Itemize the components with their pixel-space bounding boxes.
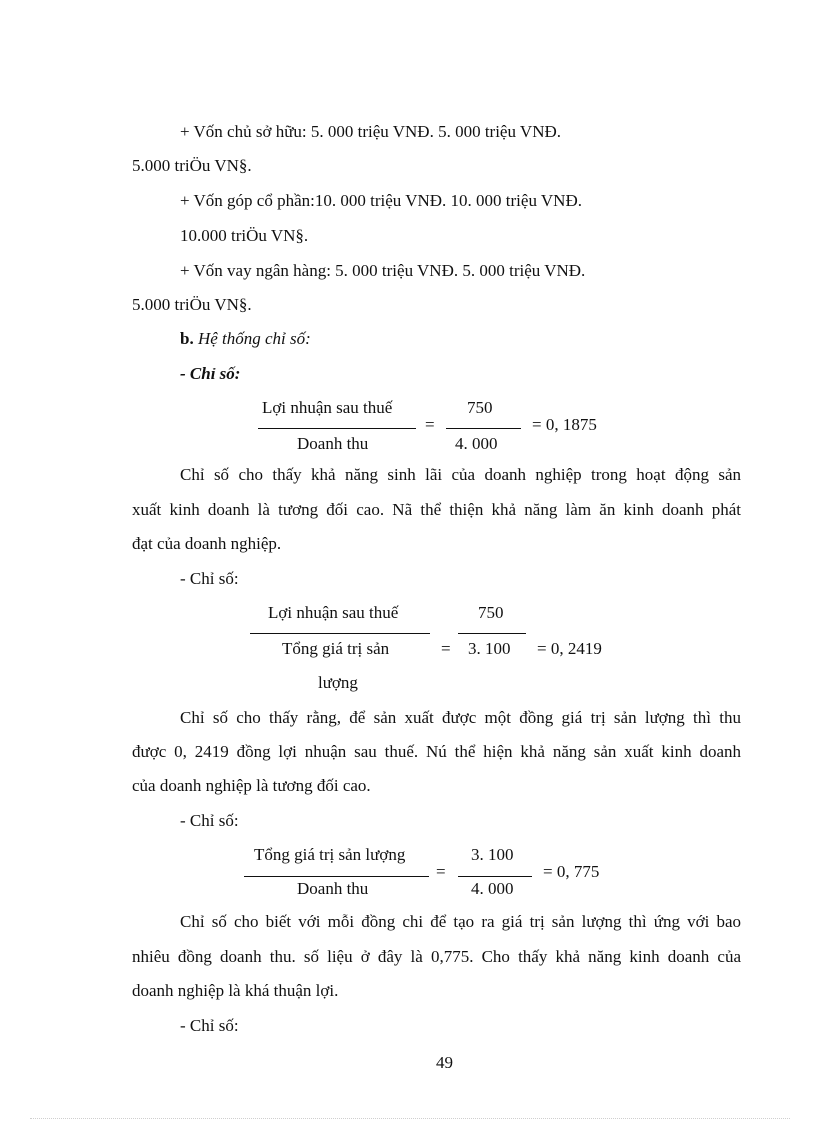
index3-denominator-text: Doanh thu [297, 879, 369, 898]
capital-share-line: + Vốn góp cổ phần:10. 000 triệu VNĐ. 10. 000 triệu VNĐ. [180, 191, 582, 210]
index3-numerator-value: 3. 100 [471, 845, 514, 864]
capital-share-legacy-line: 10.000 triÖu VN§. [180, 226, 309, 245]
index2-numerator-value: 750 [478, 603, 504, 622]
section-b-label: b. [180, 329, 194, 348]
index1-fraction-bar-value [446, 428, 521, 429]
index2-heading: - Chỉ số: [180, 569, 239, 588]
page-bottom-divider [30, 1118, 790, 1119]
index1-para-line-3: đạt của doanh nghiệp. [132, 534, 282, 553]
index1-para-line-2: xuất kinh doanh là tương đối cao. Nã thể thiện khả năng làm ăn kinh doanh phát [132, 500, 741, 519]
index3-equals: = [436, 862, 446, 881]
capital-owner-legacy-line: 5.000 triÖu VN§. [132, 156, 252, 175]
index2-fraction-bar-value [458, 633, 526, 634]
index3-numerator-text: Tổng giá trị sản lượng [254, 845, 406, 864]
index1-result: = 0, 1875 [532, 415, 597, 434]
capital-loan-legacy-line: 5.000 triÖu VN§. [132, 295, 252, 314]
index1-numerator-value: 750 [467, 398, 493, 417]
index1-para-line-1: Chỉ số cho thấy khả năng sinh lãi của doanh nghiệp trong hoạt động sản [180, 465, 741, 484]
index1-equals: = [425, 415, 435, 434]
index2-para-line-2: được 0, 2419 đồng lợi nhuận sau thuế. Nú thể hiện khả năng sản xuất kinh doanh [132, 742, 741, 761]
index1-numerator-text: Lợi nhuận sau thuế [262, 398, 393, 417]
index3-fraction-bar-text [244, 876, 429, 877]
capital-loan-line: + Vốn vay ngân hàng: 5. 000 triệu VNĐ. 5. 000 triệu VNĐ. [180, 261, 586, 280]
index1-denominator-text: Doanh thu [297, 434, 369, 453]
index2-fraction-bar-text [250, 633, 430, 634]
index3-para-line-2: nhiêu đồng doanh thu. số liệu ở đây là 0,775. Cho thấy khả năng kinh doanh của [132, 947, 741, 966]
index2-result: = 0, 2419 [537, 639, 602, 658]
index3-denominator-value: 4. 000 [471, 879, 514, 898]
index2-numerator-text: Lợi nhuận sau thuế [268, 603, 399, 622]
index2-para-line-1: Chỉ số cho thấy rằng, để sản xuất được một đồng giá trị sản lượng thì thu [180, 708, 741, 727]
index4-heading: - Chỉ số: [180, 1016, 239, 1035]
index1-denominator-value: 4. 000 [455, 434, 498, 453]
index3-para-line-3: doanh nghiệp là khá thuận lợi. [132, 981, 339, 1000]
index2-para-line-3: của doanh nghiệp là tương đối cao. [132, 776, 371, 795]
index1-heading: - Chỉ số: [180, 364, 241, 383]
index1-fraction-bar-text [258, 428, 416, 429]
section-b-heading [180, 328, 311, 350]
index3-result: = 0, 775 [543, 862, 600, 881]
index3-heading: - Chỉ số: [180, 811, 239, 830]
index2-denominator-text: Tổng giá trị sản [282, 639, 390, 658]
index2-equals: = [441, 639, 451, 658]
index3-fraction-bar-value [458, 876, 532, 877]
index2-denominator-text-cont: lượng [318, 673, 358, 692]
page-number: 49 [436, 1053, 453, 1072]
section-b-title: Hệ thống chỉ số: [197, 329, 311, 348]
capital-owner-line: + Vốn chủ sở hữu: 5. 000 triệu VNĐ. 5. 000 triệu VNĐ. [180, 122, 561, 141]
index2-denominator-value: 3. 100 [468, 639, 511, 658]
index3-para-line-1: Chỉ số cho biết với mỗi đồng chi để tạo ra giá trị sản lượng thì ứng với bao [180, 912, 741, 931]
